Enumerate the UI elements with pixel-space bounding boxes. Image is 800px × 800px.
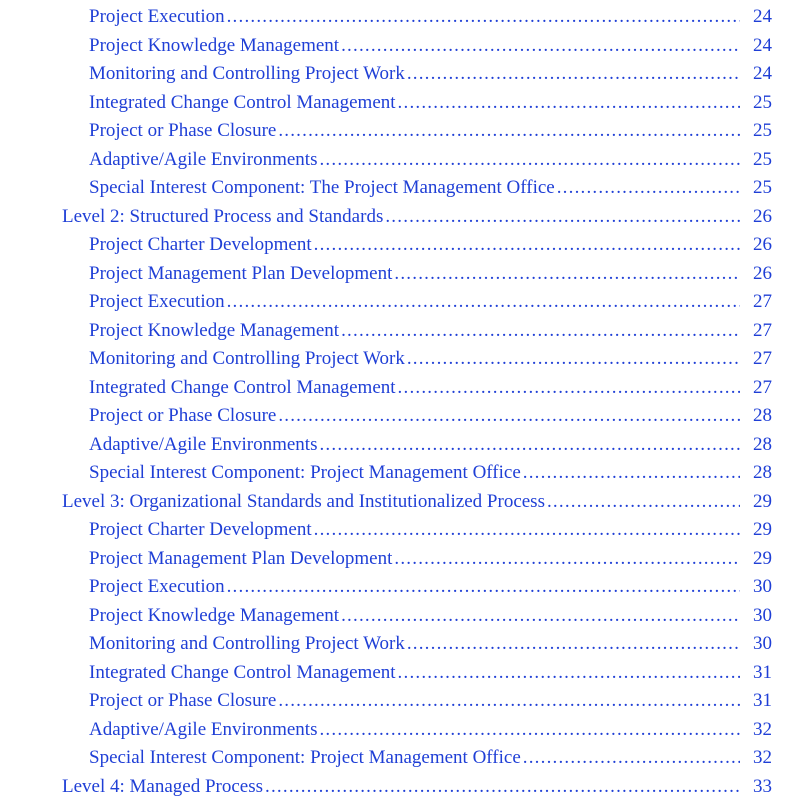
toc-entry-title: Project Management Plan Development — [89, 262, 393, 284]
toc-section-entry[interactable] — [0, 485, 800, 513]
toc-entry[interactable] — [0, 684, 800, 712]
dot-leader — [398, 92, 740, 114]
toc-entry-title: Monitoring and Controlling Project Work — [89, 63, 405, 84]
toc-entry[interactable] — [0, 371, 800, 399]
toc-entry[interactable] — [0, 542, 800, 570]
toc-entry-page: 31 — [753, 661, 772, 683]
toc-entry-page: 32 — [753, 747, 772, 768]
dot-leader — [523, 747, 740, 769]
toc-entry-title: Special Interest Component: The Project Management Office — [89, 177, 555, 198]
toc-entry-title: Monitoring and Controlling Project Work — [89, 633, 405, 654]
toc-entry-page: 33 — [753, 775, 772, 797]
dot-leader — [407, 348, 740, 370]
dot-leader — [523, 462, 740, 484]
dot-leader — [278, 405, 740, 427]
toc-entry[interactable] — [0, 29, 800, 57]
toc-entry-page: 28 — [753, 462, 772, 483]
toc-entry-title: Project Knowledge Management — [89, 34, 340, 56]
toc-entry-title: Level 2: Structured Process and Standards — [62, 205, 384, 227]
toc-entry[interactable] — [0, 171, 800, 199]
dot-leader — [557, 177, 740, 199]
dot-leader — [319, 719, 740, 741]
toc-entry-title: Special Interest Component: Project Management Office — [89, 462, 521, 483]
toc-entry-page: 26 — [753, 234, 772, 255]
dot-leader — [278, 120, 740, 142]
dot-leader — [319, 434, 740, 456]
toc-entry-title: Monitoring and Controlling Project Work — [89, 348, 405, 369]
toc-section-entry[interactable] — [0, 200, 800, 228]
toc-entry-page: 29 — [753, 519, 772, 540]
dot-leader — [547, 491, 740, 513]
toc-entry-title: Project Knowledge Management — [89, 604, 340, 626]
toc-entry-title: Project Execution — [89, 291, 225, 312]
toc-entry[interactable] — [0, 314, 800, 342]
dot-leader — [394, 548, 740, 570]
toc-entry-page: 25 — [753, 148, 772, 170]
toc-entry-page: 30 — [753, 604, 772, 626]
dot-leader — [407, 63, 740, 85]
toc-entry[interactable] — [0, 428, 800, 456]
toc-entry-title: Project or Phase Closure — [89, 405, 277, 426]
toc-entry-page: 25 — [753, 91, 772, 113]
dot-leader — [341, 605, 740, 627]
toc-entry-page: 31 — [753, 690, 772, 711]
toc-entry[interactable] — [0, 399, 800, 427]
toc-entry-page: 27 — [753, 291, 772, 312]
toc-entry-page: 26 — [753, 262, 772, 284]
toc-entry-page: 27 — [753, 319, 772, 341]
toc-entry-page: 24 — [753, 34, 772, 56]
dot-leader — [398, 662, 740, 684]
toc-entry-title: Project Charter Development — [89, 519, 312, 540]
toc-entry-title: Level 3: Organizational Standards and Institutionalized Process — [62, 490, 545, 512]
dot-leader — [278, 690, 740, 712]
toc-entry-page: 29 — [753, 547, 772, 569]
toc-entry-title: Project Execution — [89, 576, 225, 597]
toc-entry[interactable] — [0, 599, 800, 627]
toc-entry-title: Project Knowledge Management — [89, 319, 340, 341]
toc-entry[interactable] — [0, 114, 800, 142]
toc-entry-page: 28 — [753, 405, 772, 426]
dot-leader — [407, 633, 740, 655]
toc-entry-title: Project Execution — [89, 6, 225, 27]
toc-entry-page: 29 — [753, 490, 772, 512]
toc-entry-title: Project or Phase Closure — [89, 690, 277, 711]
toc-entry-page: 27 — [753, 348, 772, 369]
toc-section-entry[interactable] — [0, 770, 800, 798]
toc-entry[interactable] — [0, 570, 800, 598]
toc-entry[interactable] — [0, 342, 800, 370]
toc-entry-page: 24 — [753, 6, 772, 27]
toc-entry[interactable] — [0, 285, 800, 313]
toc-entry-title: Project or Phase Closure — [89, 120, 277, 141]
dot-leader — [265, 776, 740, 798]
dot-leader — [394, 263, 740, 285]
dot-leader — [314, 234, 740, 256]
toc-entry-title: Adaptive/Agile Environments — [89, 433, 318, 455]
toc-entry[interactable] — [0, 741, 800, 769]
dot-leader — [398, 377, 740, 399]
dot-leader — [227, 576, 740, 598]
toc-entry-title: Project Management Plan Development — [89, 547, 393, 569]
toc-entry-page: 25 — [753, 120, 772, 141]
toc-entry[interactable] — [0, 257, 800, 285]
dot-leader — [227, 291, 740, 313]
dot-leader — [341, 320, 740, 342]
toc-entry-page: 27 — [753, 376, 772, 398]
toc-entry-page: 30 — [753, 576, 772, 597]
toc-entry-page: 26 — [753, 205, 772, 227]
toc-entry-page: 30 — [753, 633, 772, 654]
toc-entry-title: Integrated Change Control Management — [89, 91, 396, 113]
toc-entry[interactable] — [0, 513, 800, 541]
toc-entry[interactable] — [0, 0, 800, 28]
toc-entry[interactable] — [0, 656, 800, 684]
toc-entry-title: Integrated Change Control Management — [89, 661, 396, 683]
dot-leader — [341, 35, 740, 57]
toc-entry-title: Level 4: Managed Process — [62, 775, 264, 797]
toc-entry[interactable] — [0, 228, 800, 256]
dot-leader — [385, 206, 740, 228]
toc-entry[interactable] — [0, 57, 800, 85]
toc-entry[interactable] — [0, 627, 800, 655]
toc-entry-title: Adaptive/Agile Environments — [89, 148, 318, 170]
dot-leader — [319, 149, 740, 171]
toc-entry[interactable] — [0, 456, 800, 484]
toc-entry-title: Project Charter Development — [89, 234, 312, 255]
toc-entry[interactable] — [0, 713, 800, 741]
toc-entry-title: Integrated Change Control Management — [89, 376, 396, 398]
toc-entry-page: 28 — [753, 433, 772, 455]
toc-entry-page: 25 — [753, 177, 772, 198]
toc-entry[interactable] — [0, 86, 800, 114]
toc-entry-page: 24 — [753, 63, 772, 84]
toc-entry-title: Adaptive/Agile Environments — [89, 718, 318, 740]
toc-entry[interactable] — [0, 143, 800, 171]
dot-leader — [227, 6, 740, 28]
toc-entry-title: Special Interest Component: Project Management Office — [89, 747, 521, 768]
dot-leader — [314, 519, 740, 541]
toc-entry-page: 32 — [753, 718, 772, 740]
